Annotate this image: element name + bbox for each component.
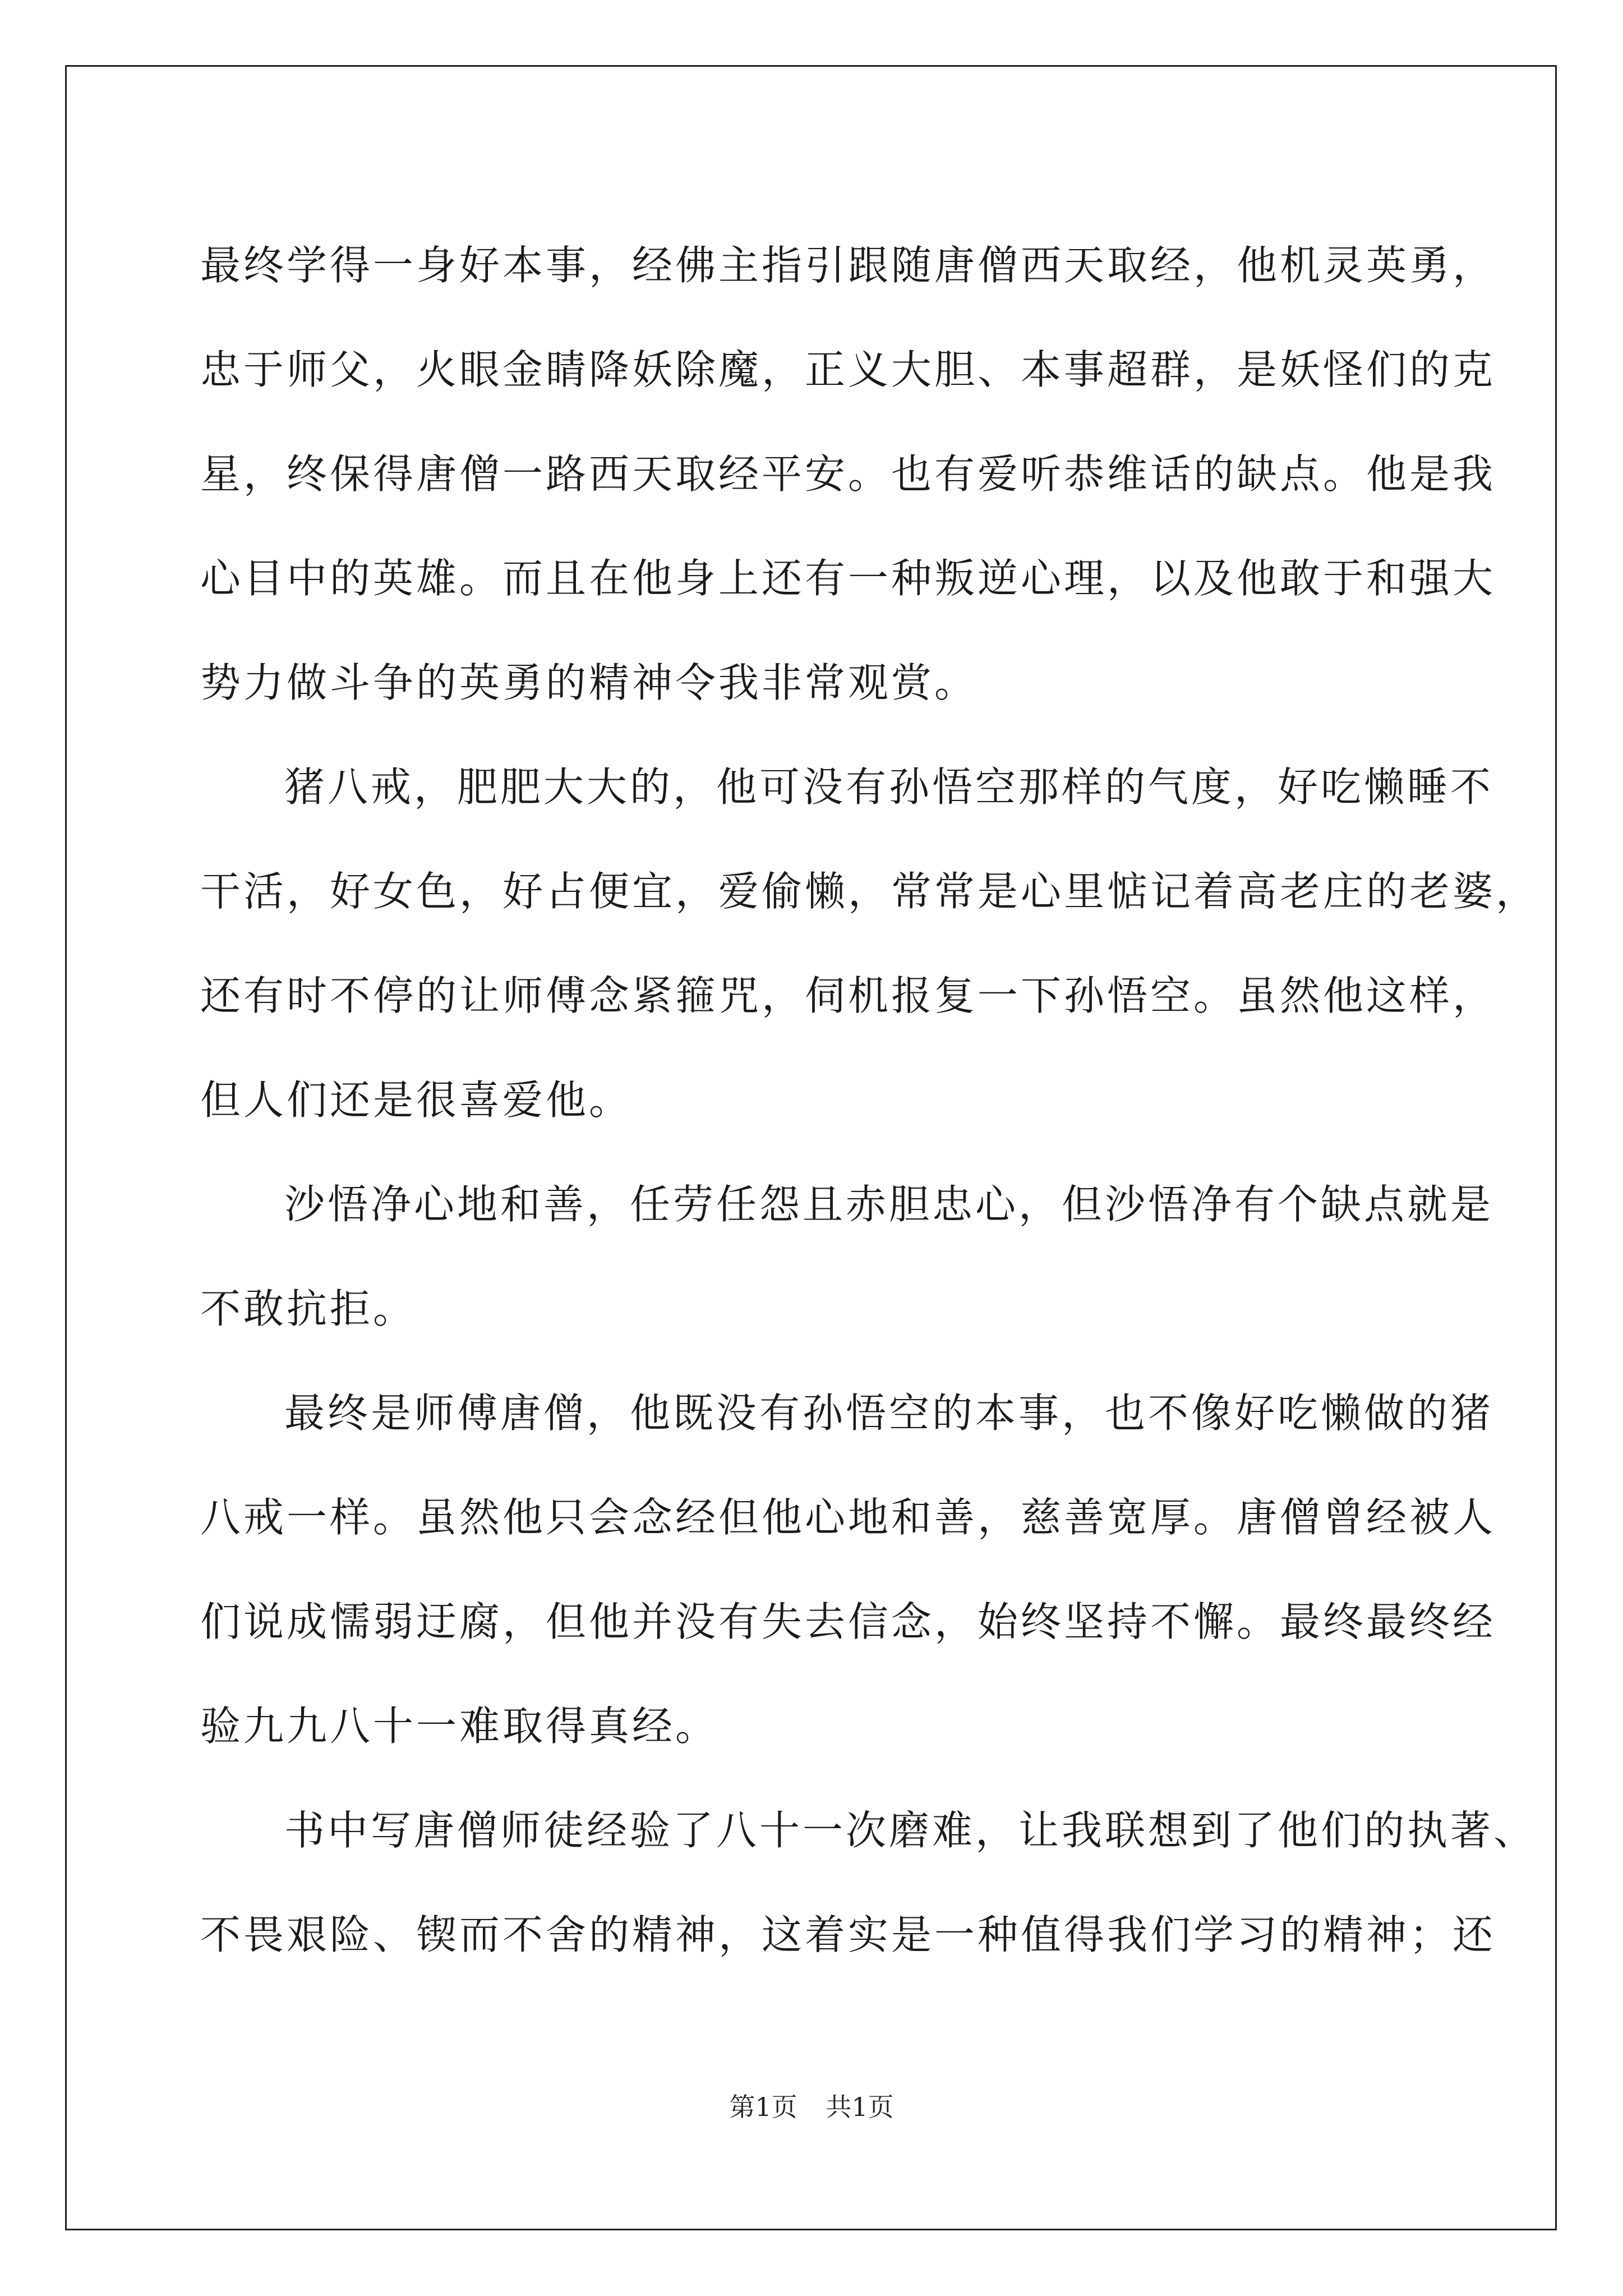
text-line: 心目中的英雄。而且在他身上还有一种叛逆心理，以及他敢于和强大 <box>200 555 1496 602</box>
text-line: 八戒一样。虽然他只会念经但他心地和善，慈善宽厚。唐僧曾经被人 <box>200 1494 1496 1541</box>
text-line: 干活，好女色，好占便宜，爱偷懒，常常是心里惦记着高老庄的老婆， <box>200 868 1539 915</box>
paragraph-start-line: 沙悟净心地和善，任劳任怨且赤胆忠心，但沙悟净有个缺点就是 <box>284 1181 1494 1228</box>
text-line: 们说成懦弱迂腐，但他并没有失去信念，始终坚持不懈。最终最终经 <box>200 1598 1496 1645</box>
text-line: 最终学得一身好本事，经佛主指引跟随唐僧西天取经，他机灵英勇， <box>200 242 1496 289</box>
paragraph-start-line: 书中写唐僧师徒经验了八十一次磨难，让我联想到了他们的执著、 <box>284 1807 1537 1854</box>
paragraph-start-line: 最终是师傅唐僧，他既没有孙悟空的本事，也不像好吃懒做的猪 <box>284 1389 1494 1437</box>
text-line: 验九九八十一难取得真经。 <box>200 1703 719 1750</box>
page-number: 第1页 <box>729 2092 797 2122</box>
text-line: 还有时不停的让师傅念紧箍咒，伺机报复一下孙悟空。虽然他这样， <box>200 972 1496 1019</box>
page-footer <box>0 2087 1623 2124</box>
text-line: 但人们还是很喜爱他。 <box>200 1076 633 1124</box>
text-line: 不畏艰险、锲而不舍的精神，这着实是一种值得我们学习的精神；还 <box>200 1911 1496 1958</box>
text-line: 不敢抗拒。 <box>200 1285 417 1332</box>
text-line: 势力做斗争的英勇的精神令我非常观赏。 <box>200 659 978 706</box>
page-total: 共1页 <box>826 2092 894 2122</box>
text-line: 星，终保得唐僧一路西天取经平安。也有爱听恭维话的缺点。他是我 <box>200 450 1496 498</box>
paragraph-start-line: 猪八戒，肥肥大大的，他可没有孙悟空那样的气度，好吃懒睡不 <box>284 763 1494 811</box>
text-line: 忠于师父，火眼金睛降妖除魔，正义大胆、本事超群，是妖怪们的克 <box>200 346 1496 393</box>
document-body <box>200 213 1539 1987</box>
